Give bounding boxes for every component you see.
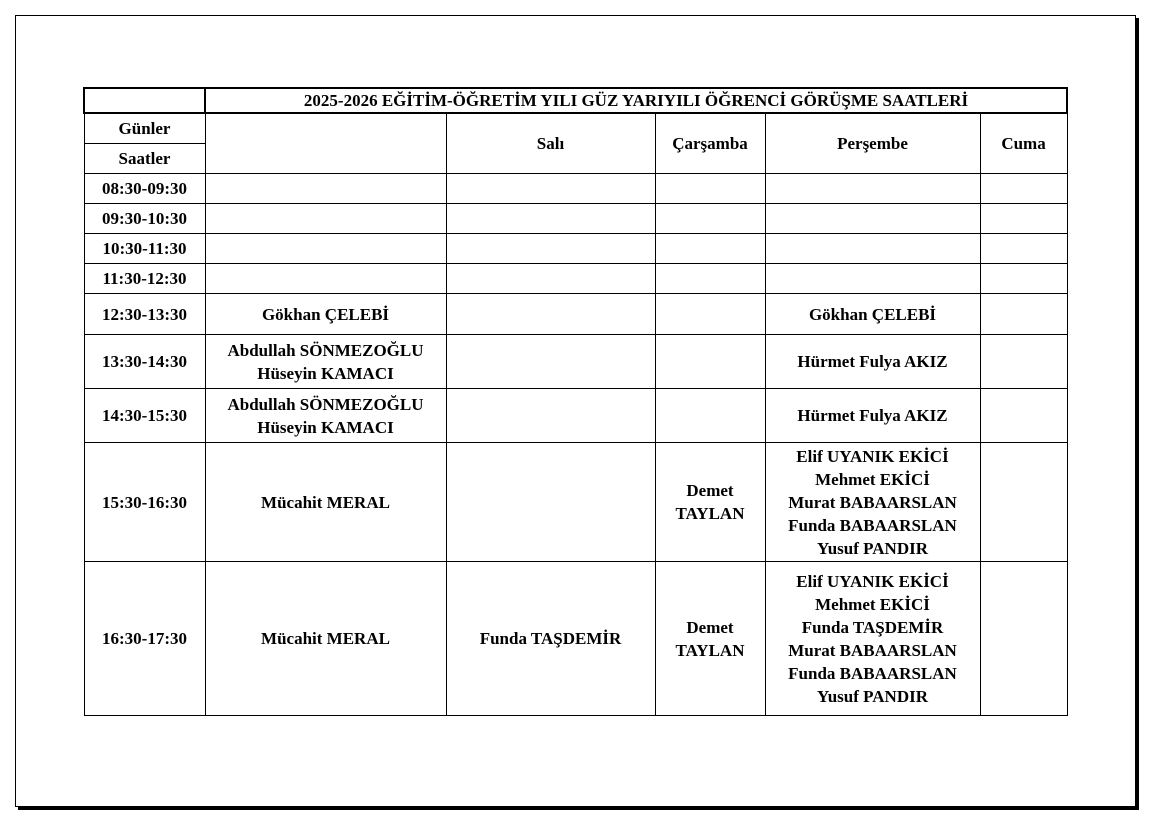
schedule-cell [980,204,1067,234]
schedule-cell [655,562,765,716]
table-row [84,204,1067,234]
instructor-name: Elif UYANIK EKİCİ [796,571,949,591]
instructor-name: Funda BABAARSLAN [788,515,957,535]
table-row [84,443,1067,562]
schedule-cell [655,294,765,335]
schedule-cell [655,234,765,264]
schedule-cell [980,234,1067,264]
header-day-cuma: Cuma [980,113,1067,174]
table-row [84,264,1067,294]
schedule-cell [765,174,980,204]
schedule-cell [655,335,765,389]
schedule-cell [655,174,765,204]
schedule-table [83,87,1068,716]
schedule-cell [446,335,655,389]
instructor-name: Yusuf PANDIR [817,538,928,558]
title-row [84,88,1067,113]
time-slot-cell: 08:30-09:30 [84,174,205,204]
header-row-days [84,113,1067,144]
schedule-cell [205,264,446,294]
table-row [84,389,1067,443]
table-row [84,562,1067,716]
schedule-cell [980,264,1067,294]
schedule-cell [980,174,1067,204]
header-day-sali: Salı [446,113,655,174]
instructor-name: Funda TAŞDEMİR [479,629,622,648]
title-blank-cell [84,88,205,113]
schedule-cell [765,234,980,264]
schedule-cell [446,389,655,443]
header-saatler: Saatler [84,144,205,174]
schedule-cell [205,174,446,204]
schedule-cell [765,264,980,294]
instructor-name: Funda TAŞDEMİR [801,617,944,637]
schedule-cell [446,204,655,234]
instructor-name: Funda BABAARSLAN [788,663,957,683]
instructor-name: Hüseyin KAMACI [257,417,394,437]
instructor-name: Demet [686,481,734,500]
schedule-cell [980,389,1067,443]
schedule-cell [446,443,655,562]
schedule-cell [205,389,446,443]
table-row [84,335,1067,389]
schedule-cell [205,294,446,335]
schedule-cell [655,204,765,234]
header-day-1 [205,113,446,174]
instructor-name: Mücahit MERAL [261,492,390,512]
schedule-cell [205,562,446,716]
instructor-name: Elif UYANIK EKİCİ [796,446,949,466]
schedule-cell [765,562,980,716]
instructor-name: Demet [686,617,734,637]
schedule-cell [446,562,655,716]
time-slot-cell: 16:30-17:30 [84,562,205,716]
schedule-cell [446,174,655,204]
instructor-name: Hürmet Fulya AKIZ [797,352,948,371]
instructor-name: Abdullah SÖNMEZOĞLU [227,394,424,414]
schedule-cell [765,443,980,562]
schedule-cell [655,389,765,443]
instructor-name: Hürmet Fulya AKIZ [797,406,948,425]
schedule-cell [980,443,1067,562]
schedule-cell [765,204,980,234]
instructor-name: Mehmet EKİCİ [815,469,930,489]
schedule-cell [980,562,1067,716]
instructor-name: Yusuf PANDIR [817,686,928,706]
schedule-cell [655,443,765,562]
instructor-name: Hüseyin KAMACI [257,363,394,383]
table-row [84,174,1067,204]
schedule-cell [205,204,446,234]
schedule-cell [446,264,655,294]
instructor-name: TAYLAN [675,640,745,660]
time-slot-cell: 12:30-13:30 [84,294,205,335]
schedule-cell [655,264,765,294]
instructor-name: Murat BABAARSLAN [788,640,957,660]
time-slot-cell: 09:30-10:30 [84,204,205,234]
schedule-cell [205,443,446,562]
schedule-cell [205,234,446,264]
header-gunler: Günler [84,113,205,144]
schedule-cell [980,294,1067,335]
table-title: 2025-2026 EĞİTİM-ÖĞRETİM YILI GÜZ YARIYILI ÖĞRENCİ GÖRÜŞME SAATLERİ [205,88,1067,113]
instructor-name: Mücahit MERAL [261,629,390,648]
header-day-carsamba: Çarşamba [655,113,765,174]
schedule-cell [446,234,655,264]
schedule-cell [446,294,655,335]
header-day-persembe: Perşembe [765,113,980,174]
instructor-name: Abdullah SÖNMEZOĞLU [227,340,424,360]
time-slot-cell: 10:30-11:30 [84,234,205,264]
time-slot-cell: 11:30-12:30 [84,264,205,294]
instructor-name: Mehmet EKİCİ [815,594,930,614]
time-slot-cell: 14:30-15:30 [84,389,205,443]
time-slot-cell: 15:30-16:30 [84,443,205,562]
schedule-cell [765,335,980,389]
schedule-cell [980,335,1067,389]
instructor-name: TAYLAN [675,504,745,523]
schedule-cell [765,389,980,443]
instructor-name: Gökhan ÇELEBİ [261,304,390,324]
table-row [84,294,1067,335]
schedule-cell [765,294,980,335]
instructor-name: Murat BABAARSLAN [788,492,957,512]
table-row [84,234,1067,264]
instructor-name: Gökhan ÇELEBİ [808,304,937,324]
schedule-cell [205,335,446,389]
time-slot-cell: 13:30-14:30 [84,335,205,389]
